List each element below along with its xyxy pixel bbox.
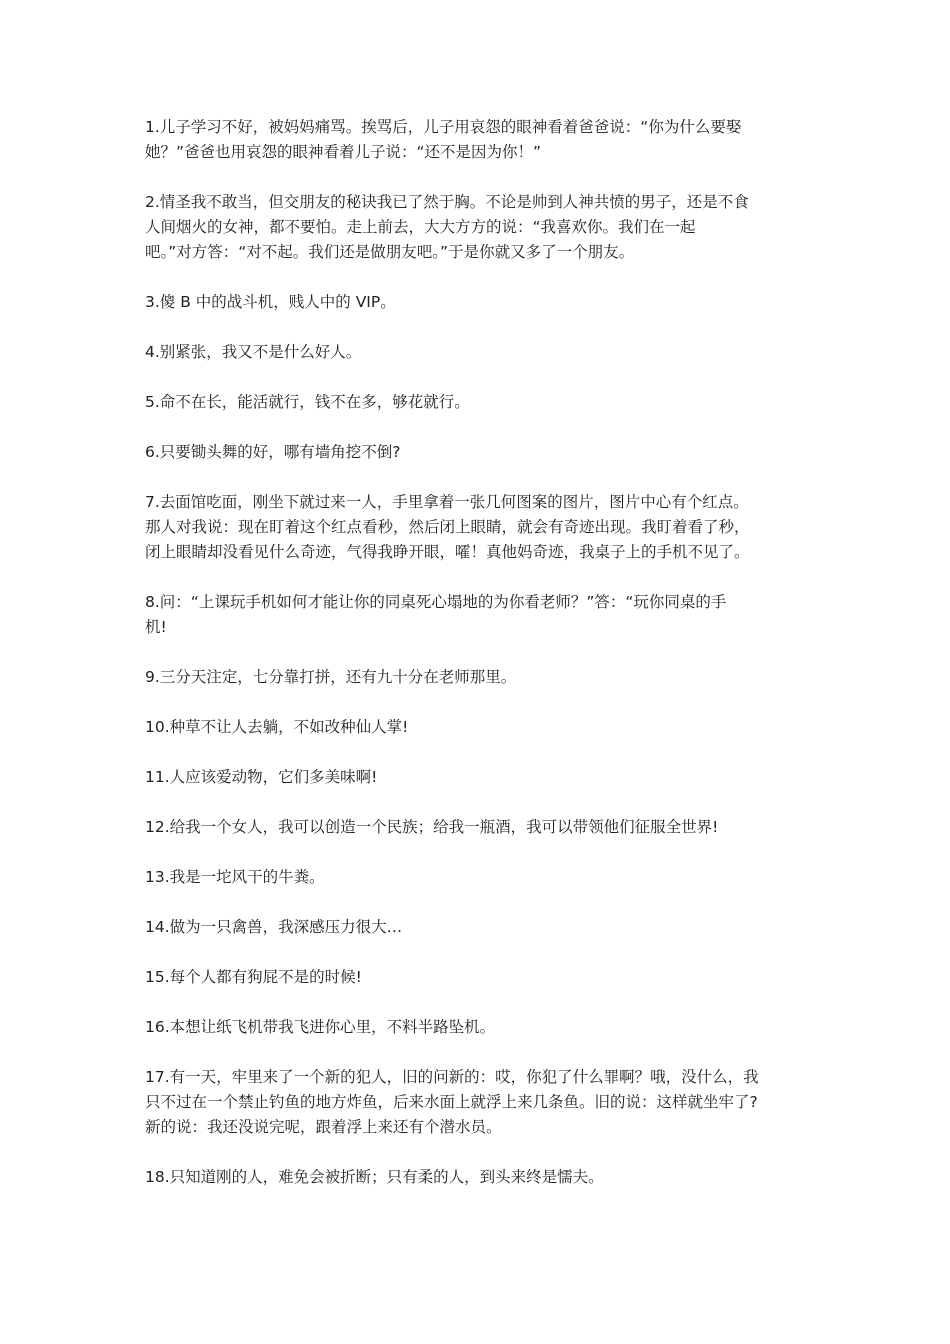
text-line: 只不过在一个禁止钓鱼的地方炸鱼，后来水面上就浮上来几条鱼。旧的说：这样就坐牢了? [145,1093,758,1111]
text-line: 14.做为一只禽兽，我深感压力很大… [145,918,403,936]
text-line: 2.情圣我不敢当，但交朋友的秘诀我已了然于胸。不论是帅到人神共愤的男子，还是不食 [145,193,749,211]
text-line: 那人对我说：现在盯着这个红点看秒，然后闭上眼睛，就会有奇迹出现。我盯着看了秒， [145,518,750,536]
text-line: 18.只知道刚的人，难免会被折断；只有柔的人，到头来终是懦夫。 [145,1168,604,1186]
text-line: 5.命不在长，能活就行，钱不在多，够花就行。 [145,393,470,411]
joke-item-12 [145,815,805,840]
text-line: 机! [145,618,167,636]
text-line: 1.儿子学习不好，被妈妈痛骂。挨骂后，儿子用哀怨的眼神看着爸爸说：“你为什么要娶 [145,118,742,136]
joke-item-8 [145,590,805,640]
text-line: 吧。”对方答：“对不起。我们还是做朋友吧。”于是你就又多了一个朋友。 [145,243,635,261]
joke-item-11 [145,765,805,790]
text-line: 9.三分天注定，七分靠打拼，还有九十分在老师那里。 [145,668,517,686]
text-line: 15.每个人都有狗屁不是的时候! [145,968,362,986]
joke-item-10 [145,715,805,740]
joke-item-2 [145,190,805,265]
text-line: 13.我是一坨风干的牛粪。 [145,868,325,886]
text-line: 她？”爸爸也用哀怨的眼神看着儿子说：“还不是因为你！” [145,143,542,161]
text-line: 人间烟火的女神，都不要怕。走上前去，大大方方的说：“我喜欢你。我们在一起 [145,218,696,236]
joke-item-13 [145,865,805,890]
joke-item-3 [145,290,805,315]
text-line: 8.问：“上课玩手机如何才能让你的同桌死心塌地的为你看老师？”答：“玩你同桌的手 [145,593,727,611]
joke-item-17 [145,1065,805,1140]
text-line: 16.本想让纸飞机带我飞进你心里，不料半路坠机。 [145,1018,496,1036]
joke-item-15 [145,965,805,990]
joke-item-16 [145,1015,805,1040]
text-line: 新的说：我还没说完呢，跟着浮上来还有个潜水员。 [145,1118,502,1136]
joke-list [145,115,805,1215]
joke-item-7 [145,490,805,565]
text-line: 12.给我一个女人，我可以创造一个民族；给我一瓶酒，我可以带领他们征服全世界! [145,818,719,836]
text-line: 11.人应该爱动物，它们多美味啊! [145,768,378,786]
text-line: 3.傻 B 中的战斗机，贱人中的 VIP。 [145,293,396,311]
text-line: 6.只要锄头舞的好，哪有墙角挖不倒? [145,443,401,461]
joke-item-6 [145,440,805,465]
joke-item-1 [145,115,805,165]
joke-item-4 [145,340,805,365]
joke-item-18 [145,1165,805,1190]
text-line: 闭上眼睛却没看见什么奇迹，气得我睁开眼，嚯！真他妈奇迹，我桌子上的手机不见了。 [145,543,750,561]
text-line: 4.别紧张，我又不是什么好人。 [145,343,362,361]
joke-item-5 [145,390,805,415]
text-line: 10.种草不让人去躺，不如改种仙人掌! [145,718,409,736]
joke-item-9 [145,665,805,690]
text-line: 7.去面馆吃面，刚坐下就过来一人，手里拿着一张几何图案的图片，图片中心有个红点。 [145,493,749,511]
joke-item-14 [145,915,805,940]
text-line: 17.有一天，牢里来了一个新的犯人，旧的问新的：哎，你犯了什么罪啊？哦，没什么，我 [145,1068,759,1086]
